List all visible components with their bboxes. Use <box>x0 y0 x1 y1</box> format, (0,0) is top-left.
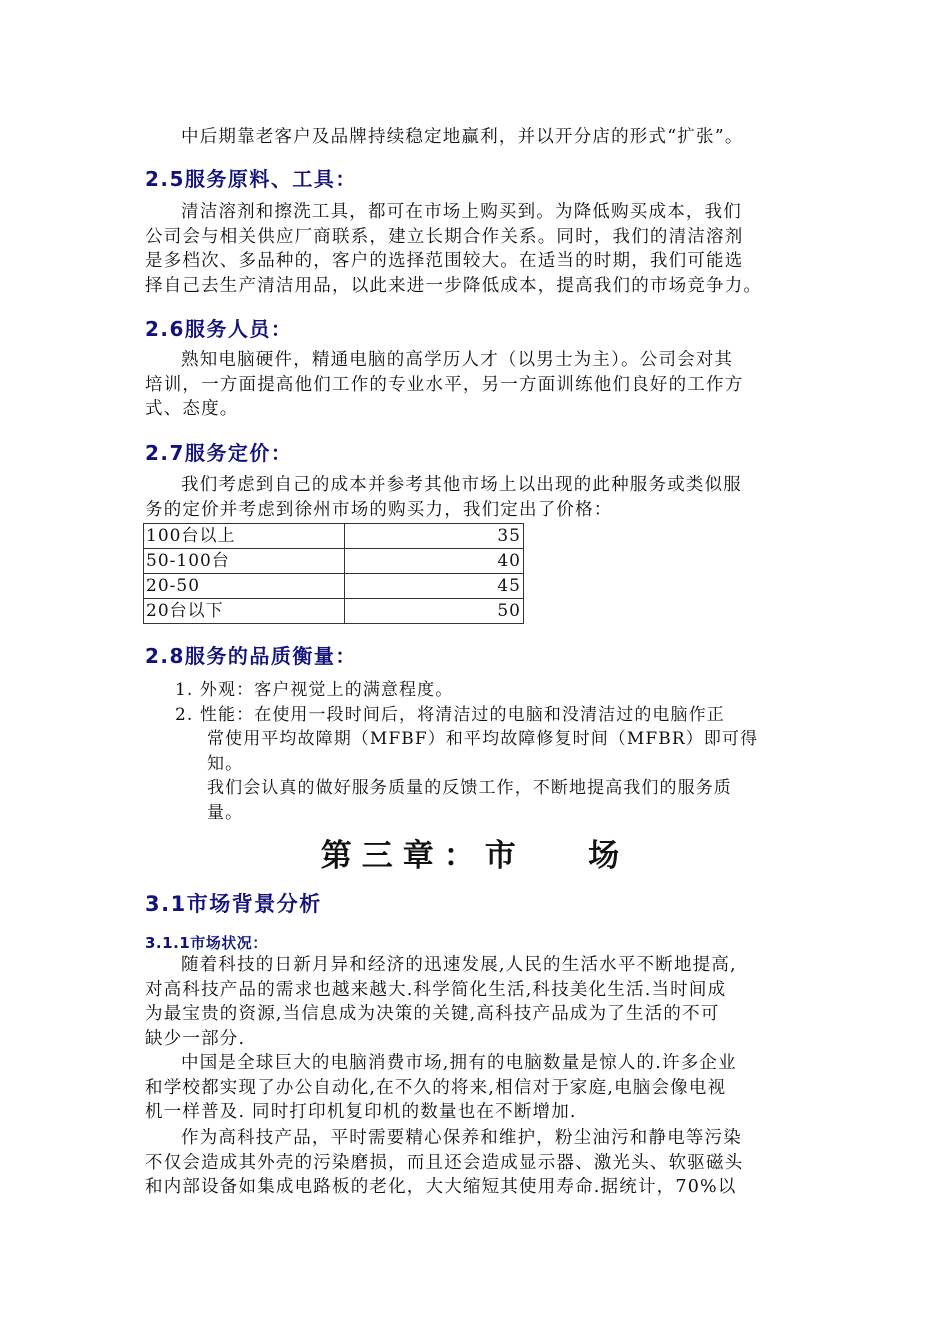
price-cell: 50 <box>345 599 524 624</box>
text-line: 中国是全球巨大的电脑消费市场,拥有的电脑数量是惊人的.许多企业 <box>181 1053 737 1073</box>
text-line: 机一样普及. 同时打印机复印机的数量也在不断增加. <box>145 1102 577 1122</box>
subsection-heading-3-1-1: 3.1.1市场状况： <box>145 934 268 952</box>
list-item: 2. 性能：在使用一段时间后，将清洁过的电脑和没清洁过的电脑作正 <box>175 704 725 725</box>
section-heading-3-1: 3.1市场背景分析 <box>145 892 322 916</box>
price-cell: 40 <box>345 549 524 574</box>
text-line: 公司会与相关供应厂商联系，建立长期合作关系。同时，我们的清洁溶剂 <box>145 226 744 247</box>
section-heading-2-6: 2.6服务人员： <box>145 317 293 341</box>
quality-note-line: 我们会认真的做好服务质量的反馈工作，不断地提高我们的服务质 <box>207 778 732 798</box>
text-line: 我们考虑到自己的成本并参考其他市场上以出现的此种服务或类似服 <box>181 475 742 495</box>
section-heading-2-8: 2.8服务的品质衡量： <box>145 644 357 668</box>
chapter-title: 第三章：市 场 <box>320 838 630 874</box>
range-cell: 20台以下 <box>144 599 345 624</box>
range-cell: 100台以上 <box>144 524 345 549</box>
text-line: 中后期靠老客户及品牌持续稳定地赢利，并以开分店的形式“扩张”。 <box>181 127 744 147</box>
paragraph-staff <box>145 348 810 422</box>
paragraph-market-3 <box>145 1126 810 1200</box>
paragraph-expansion <box>145 125 810 150</box>
quality-note-line: 量。 <box>207 802 244 823</box>
price-cell: 35 <box>345 524 524 549</box>
list-item: 1. 外观：客户视觉上的满意程度。 <box>175 680 454 700</box>
paragraph-market-2 <box>145 1051 810 1125</box>
quality-list <box>175 678 815 825</box>
text-line: 是多档次、多品种的，客户的选择范围较大。在适当的时期，我们可能选 <box>145 251 744 271</box>
range-cell: 20-50 <box>144 574 345 599</box>
range-cell: 50-100台 <box>144 549 345 574</box>
paragraph-market-1 <box>145 953 810 1051</box>
text-line: 为最宝贵的资源,当信息成为决策的关键,高科技产品成为了生活的不可 <box>145 1004 720 1024</box>
list-item-continuation: 常使用平均故障期（MFBF）和平均故障修复时间（MFBR）即可得 <box>207 729 759 749</box>
text-line: 培训，一方面提高他们工作的专业水平，另一方面训练他们良好的工作方 <box>145 374 744 395</box>
text-line: 择自己去生产清洁用品，以此来进一步降低成本，提高我们的市场竞争力。 <box>145 275 763 296</box>
section-heading-2-7: 2.7服务定价： <box>145 441 293 465</box>
text-line: 熟知电脑硬件，精通电脑的高学历人才（以男士为主）。公司会对其 <box>181 350 734 370</box>
text-line: 对高科技产品的需求也越来越大.科学简化生活,科技美化生活.当时间成 <box>145 979 727 1000</box>
text-line: 随着科技的日新月异和经济的迅速发展,人民的生活水平不断地提高, <box>181 955 737 975</box>
table-row <box>144 549 524 574</box>
list-item-continuation: 知。 <box>207 753 244 774</box>
paragraph-pricing <box>145 473 810 522</box>
text-line: 清洁溶剂和擦洗工具，都可在市场上购买到。为降低购买成本，我们 <box>181 202 742 222</box>
price-cell: 45 <box>345 574 524 599</box>
text-line: 式、态度。 <box>145 399 239 419</box>
table-row <box>144 524 524 549</box>
text-line: 和学校都实现了办公自动化,在不久的将来,相信对于家庭,电脑会像电视 <box>145 1077 727 1098</box>
price-table <box>143 523 524 624</box>
text-line: 缺少一部分. <box>145 1028 246 1049</box>
text-line: 作为高科技产品，平时需要精心保养和维护，粉尘油污和静电等污染 <box>181 1128 742 1148</box>
table-row <box>144 574 524 599</box>
section-heading-2-5: 2.5服务原料、工具： <box>145 167 357 191</box>
table-row <box>144 599 524 624</box>
paragraph-materials <box>145 200 810 298</box>
text-line: 不仅会造成其外壳的污染磨损，而且还会造成显示器、激光头、软驱磁头 <box>145 1152 744 1173</box>
text-line: 务的定价并考虑到徐州市场的购买力，我们定出了价格： <box>145 499 613 520</box>
text-line: 和内部设备如集成电路板的老化，大大缩短其使用寿命.据统计，70%以 <box>145 1177 737 1197</box>
